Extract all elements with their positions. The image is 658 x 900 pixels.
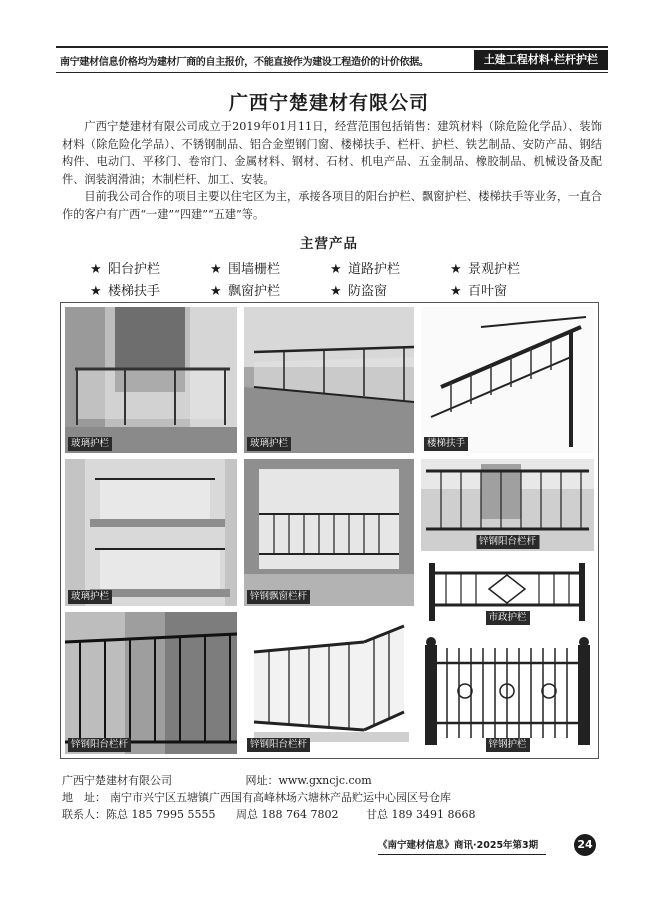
intro-paragraph-2: 目前我公司合作的项目主要以住宅区为主，承接各项目的阳台护栏、飘窗护栏、楼梯扶手等业务，一直合作的客户有广西“一建”“四建”“五建”等。	[62, 190, 602, 221]
price-disclaimer: 南宁建材信息价格均为建材厂商的自主报价，不能直接作为建设工程造价的计价依据。	[60, 56, 429, 68]
photo-zinc-balcony-railing-1	[421, 459, 594, 551]
product-photo-grid	[60, 302, 599, 759]
contacts-label: 联系人：	[62, 808, 106, 821]
contact-row-company	[62, 772, 602, 789]
contact-person-3: 甘总 189 3491 8668	[366, 808, 476, 821]
star-icon: ★	[450, 284, 462, 299]
page-number: 24	[574, 834, 596, 856]
contact-block	[62, 772, 602, 823]
section-tag: 土建工程材料·栏杆护栏	[474, 50, 608, 70]
photo-glass-railing-3	[65, 459, 237, 606]
star-icon: ★	[330, 284, 342, 299]
contact-person-1: 陈总 185 7995 5555	[106, 808, 216, 821]
publication-footer: 《南宁建材信息》商讯·2025年第3期	[378, 838, 546, 855]
photo-zinc-balcony-railing-2	[65, 612, 237, 754]
photo-zinc-bay-window-railing	[244, 459, 414, 606]
photo-caption: 锌钢飘窗栏杆	[247, 590, 310, 604]
photo-zinc-balcony-railing-3	[244, 612, 414, 754]
contact-address: 南宁市兴宁区五塘镇广西国有高峰林场六塘林产品贮运中心园区号仓库	[110, 791, 451, 804]
top-header-bar	[56, 46, 608, 73]
intro-paragraph-1: 广西宁楚建材有限公司成立于2019年01月11日，经营范围包括销售：建筑材料（除危险化学品）、装饰材料（除危险化学品）、不锈钢制品、铝合金塑钢门窗、楼梯扶手、栏杆、护栏、铁艺制品、安防产品、钢结构件、电动门、平移门、卷帘门、金属材料、钢材、石材、机电产品、五金制品、橡胶制品、机械设备及配件、润装润滑油；木制栏杆、加工、安装。	[62, 120, 602, 186]
photo-stair-handrail	[421, 307, 594, 453]
contact-row-address	[62, 789, 602, 806]
star-icon: ★	[210, 262, 222, 277]
photo-caption: 玻璃护栏	[68, 590, 112, 604]
photo-caption: 锌钢阳台栏杆	[476, 535, 539, 549]
product-item: ★ 围墙栅栏	[210, 260, 330, 280]
address-label: 地 址：	[62, 791, 106, 804]
contact-row-persons	[62, 806, 602, 823]
photo-caption: 锌钢护栏	[485, 738, 529, 752]
photo-caption: 锌钢阳台栏杆	[68, 738, 131, 752]
photo-zinc-fence	[421, 633, 594, 754]
product-item: ★ 飘窗护栏	[210, 282, 330, 302]
product-item: ★ 道路护栏	[330, 260, 450, 280]
photo-glass-railing-1	[65, 307, 237, 453]
product-item: ★ 百叶窗	[450, 282, 570, 302]
products-heading: 主营产品	[300, 236, 358, 252]
product-item: ★ 楼梯扶手	[90, 282, 210, 302]
product-item: ★ 防盗窗	[330, 282, 450, 302]
product-list	[90, 260, 570, 302]
company-intro	[62, 118, 602, 223]
photo-caption: 玻璃护栏	[68, 437, 112, 451]
star-icon: ★	[90, 262, 102, 277]
contact-website: 网址：www.gxncjc.com	[245, 774, 372, 787]
contact-company: 广西宁楚建材有限公司	[62, 774, 172, 787]
photo-municipal-railing	[421, 555, 594, 627]
star-icon: ★	[90, 284, 102, 299]
product-item: ★ 阳台护栏	[90, 260, 210, 280]
star-icon: ★	[210, 284, 222, 299]
photo-caption: 市政护栏	[485, 611, 529, 625]
photo-caption: 楼梯扶手	[424, 437, 468, 451]
photo-caption: 玻璃护栏	[247, 437, 291, 451]
contact-person-2: 周总 188 764 7802	[236, 808, 339, 821]
star-icon: ★	[450, 262, 462, 277]
photo-caption: 锌钢阳台栏杆	[247, 738, 310, 752]
product-item: ★ 景观护栏	[450, 260, 570, 280]
company-title: 广西宁楚建材有限公司	[228, 92, 429, 114]
photo-glass-railing-2	[244, 307, 414, 453]
star-icon: ★	[330, 262, 342, 277]
